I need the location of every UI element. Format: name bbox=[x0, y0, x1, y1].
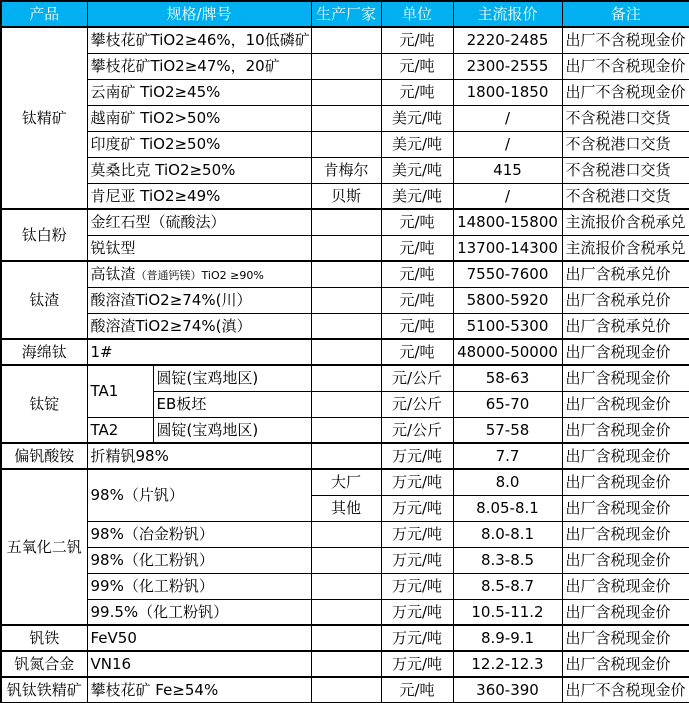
manufacturer-cell bbox=[311, 235, 381, 261]
spec-grade-cell: TA1 bbox=[87, 365, 153, 417]
unit-cell: 万元/吨 bbox=[381, 573, 453, 599]
unit-cell: 美元/吨 bbox=[381, 105, 453, 131]
note-cell: 出厂含税现金价 bbox=[562, 469, 689, 495]
manufacturer-cell bbox=[311, 287, 381, 313]
manufacturer-cell: 其他 bbox=[311, 495, 381, 521]
product-cell: 钛渣 bbox=[1, 261, 87, 339]
note-cell: 不含税港口交货 bbox=[562, 183, 689, 209]
unit-cell: 美元/吨 bbox=[381, 131, 453, 157]
spec-cell: 印度矿 TiO2≥50% bbox=[87, 131, 311, 157]
unit-cell: 万元/吨 bbox=[381, 625, 453, 651]
spec-cell: 1# bbox=[87, 339, 311, 365]
unit-cell: 元/吨 bbox=[381, 261, 453, 287]
note-cell: 出厂含税现金价 bbox=[562, 417, 689, 443]
unit-cell: 万元/吨 bbox=[381, 599, 453, 625]
price-cell: 7550-7600 bbox=[453, 261, 562, 287]
spec-cell: 莫桑比克 TiO2≥50% bbox=[87, 157, 311, 183]
unit-cell: 元/吨 bbox=[381, 313, 453, 339]
product-cell: 钛白粉 bbox=[1, 209, 87, 261]
manufacturer-cell bbox=[311, 547, 381, 573]
manufacturer-cell bbox=[311, 105, 381, 131]
unit-cell: 元/吨 bbox=[381, 677, 453, 703]
price-cell: 14800-15800 bbox=[453, 209, 562, 235]
manufacturer-cell bbox=[311, 27, 381, 53]
table-row bbox=[1, 417, 689, 443]
manufacturer-cell bbox=[311, 417, 381, 443]
table-row bbox=[1, 651, 689, 677]
header-manufacturer: 生产厂家 bbox=[311, 1, 381, 27]
price-cell: 5800-5920 bbox=[453, 287, 562, 313]
note-cell: 出厂含税现金价 bbox=[562, 599, 689, 625]
note-cell: 不含税港口交货 bbox=[562, 105, 689, 131]
manufacturer-cell bbox=[311, 53, 381, 79]
price-cell: 360-390 bbox=[453, 677, 562, 703]
header-row bbox=[1, 1, 689, 27]
table-row bbox=[1, 313, 689, 339]
spec-grade-cell: TA2 bbox=[87, 417, 153, 443]
price-cell: / bbox=[453, 131, 562, 157]
price-cell: 12.2-12.3 bbox=[453, 651, 562, 677]
unit-cell: 万元/吨 bbox=[381, 651, 453, 677]
price-cell: 58-63 bbox=[453, 365, 562, 391]
manufacturer-cell bbox=[311, 131, 381, 157]
table-row bbox=[1, 625, 689, 651]
manufacturer-cell bbox=[311, 313, 381, 339]
spec-cell: 折精钒98% bbox=[87, 443, 311, 469]
table-row bbox=[1, 365, 689, 391]
manufacturer-cell: 贝斯 bbox=[311, 183, 381, 209]
unit-cell: 美元/吨 bbox=[381, 157, 453, 183]
manufacturer-cell: 大厂 bbox=[311, 469, 381, 495]
table-body bbox=[1, 27, 689, 703]
unit-cell: 元/公斤 bbox=[381, 417, 453, 443]
header-note: 备注 bbox=[562, 1, 689, 27]
spec-cell: 99%（化工粉钒） bbox=[87, 573, 311, 599]
note-cell: 出厂含税承兑价 bbox=[562, 313, 689, 339]
note-cell: 出厂含税现金价 bbox=[562, 573, 689, 599]
table-row bbox=[1, 443, 689, 469]
table-row bbox=[1, 209, 689, 235]
table-row bbox=[1, 105, 689, 131]
unit-cell: 万元/吨 bbox=[381, 547, 453, 573]
spec-cell: 越南矿 TiO2>50% bbox=[87, 105, 311, 131]
spec-cell: 肯尼亚 TiO2≥49% bbox=[87, 183, 311, 209]
manufacturer-cell bbox=[311, 209, 381, 235]
unit-cell: 元/吨 bbox=[381, 27, 453, 53]
price-cell: 2220-2485 bbox=[453, 27, 562, 53]
spec-text-segment: （普通钙镁）TiO2 ≥90% bbox=[135, 269, 264, 282]
table-row bbox=[1, 521, 689, 547]
manufacturer-cell bbox=[311, 573, 381, 599]
price-cell: 415 bbox=[453, 157, 562, 183]
product-cell: 海绵钛 bbox=[1, 339, 87, 365]
price-cell: 13700-14300 bbox=[453, 235, 562, 261]
unit-cell: 万元/吨 bbox=[381, 469, 453, 495]
spec-cell: 98%（化工粉钒） bbox=[87, 547, 311, 573]
header-product: 产品 bbox=[1, 1, 87, 27]
unit-cell: 元/吨 bbox=[381, 287, 453, 313]
manufacturer-cell bbox=[311, 599, 381, 625]
note-cell: 出厂含税现金价 bbox=[562, 625, 689, 651]
manufacturer-cell bbox=[311, 521, 381, 547]
table-row bbox=[1, 599, 689, 625]
manufacturer-cell bbox=[311, 261, 381, 287]
table-row bbox=[1, 339, 689, 365]
manufacturer-cell bbox=[311, 651, 381, 677]
unit-cell: 万元/吨 bbox=[381, 443, 453, 469]
manufacturer-cell: 肯梅尔 bbox=[311, 157, 381, 183]
product-cell: 钛精矿 bbox=[1, 27, 87, 209]
spec-cell: VN16 bbox=[87, 651, 311, 677]
note-cell: 出厂不含税现金价 bbox=[562, 27, 689, 53]
manufacturer-cell bbox=[311, 365, 381, 391]
spec-cell: 酸溶渣TiO2≥74%(川） bbox=[87, 287, 311, 313]
unit-cell: 元/吨 bbox=[381, 53, 453, 79]
unit-cell: 万元/吨 bbox=[381, 521, 453, 547]
manufacturer-cell bbox=[311, 625, 381, 651]
price-cell: 8.9-9.1 bbox=[453, 625, 562, 651]
note-cell: 出厂含税现金价 bbox=[562, 547, 689, 573]
note-cell: 不含税港口交货 bbox=[562, 157, 689, 183]
note-cell: 出厂含税承兑价 bbox=[562, 287, 689, 313]
note-cell: 不含税港口交货 bbox=[562, 131, 689, 157]
price-cell: 57-58 bbox=[453, 417, 562, 443]
unit-cell: 元/公斤 bbox=[381, 365, 453, 391]
manufacturer-cell bbox=[311, 443, 381, 469]
price-cell: 48000-50000 bbox=[453, 339, 562, 365]
spec-cell: 攀枝花矿 Fe≥54% bbox=[87, 677, 311, 703]
spec-cell: 金红石型（硫酸法） bbox=[87, 209, 311, 235]
product-cell: 钒铁 bbox=[1, 625, 87, 651]
price-cell: 8.0 bbox=[453, 469, 562, 495]
manufacturer-cell bbox=[311, 391, 381, 417]
spec-cell: 酸溶渣TiO2≥74%(滇） bbox=[87, 313, 311, 339]
manufacturer-cell bbox=[311, 79, 381, 105]
table-row bbox=[1, 79, 689, 105]
manufacturer-cell bbox=[311, 677, 381, 703]
note-cell: 出厂含税现金价 bbox=[562, 651, 689, 677]
unit-cell: 元/吨 bbox=[381, 235, 453, 261]
spec-cell: 98%（片钒） bbox=[87, 469, 311, 521]
note-cell: 主流报价含税承兑 bbox=[562, 209, 689, 235]
spec-form-cell: 圆锭(宝鸡地区) bbox=[153, 365, 311, 391]
note-cell: 出厂含税现金价 bbox=[562, 391, 689, 417]
header-unit: 单位 bbox=[381, 1, 453, 27]
product-cell: 五氧化二钒 bbox=[1, 469, 87, 625]
note-cell: 出厂含税现金价 bbox=[562, 521, 689, 547]
unit-cell: 元/吨 bbox=[381, 79, 453, 105]
manufacturer-cell bbox=[311, 339, 381, 365]
price-cell: 8.5-8.7 bbox=[453, 573, 562, 599]
header-spec: 规格/牌号 bbox=[87, 1, 311, 27]
spec-text-segment: 高钛渣 bbox=[90, 265, 136, 283]
table-row bbox=[1, 235, 689, 261]
table-row bbox=[1, 183, 689, 209]
table-row bbox=[1, 677, 689, 703]
table-row bbox=[1, 547, 689, 573]
price-cell: 10.5-11.2 bbox=[453, 599, 562, 625]
product-cell: 钛锭 bbox=[1, 365, 87, 443]
spec-cell: 攀枝花矿TiO2≥46%，10低磷矿 bbox=[87, 27, 311, 53]
table-header-row bbox=[1, 1, 689, 27]
spec-cell: 99.5%（化工粉钒） bbox=[87, 599, 311, 625]
price-cell: / bbox=[453, 183, 562, 209]
spec-cell: FeV50 bbox=[87, 625, 311, 651]
price-cell: 2300-2555 bbox=[453, 53, 562, 79]
spec-cell: 98%（冶金粉钒） bbox=[87, 521, 311, 547]
price-cell: 7.7 bbox=[453, 443, 562, 469]
product-cell: 偏钒酸铵 bbox=[1, 443, 87, 469]
unit-cell: 万元/吨 bbox=[381, 495, 453, 521]
price-cell: 5100-5300 bbox=[453, 313, 562, 339]
spec-cell: 攀枝花矿TiO2≥47%，20矿 bbox=[87, 53, 311, 79]
spec-cell bbox=[87, 261, 311, 287]
note-cell: 出厂含税现金价 bbox=[562, 339, 689, 365]
note-cell: 出厂含税现金价 bbox=[562, 365, 689, 391]
product-cell: 钒钛铁精矿 bbox=[1, 677, 87, 703]
spec-form-cell: EB板坯 bbox=[153, 391, 311, 417]
table-row bbox=[1, 469, 689, 495]
table-row bbox=[1, 157, 689, 183]
product-cell: 钒氮合金 bbox=[1, 651, 87, 677]
spec-form-cell: 圆锭(宝鸡地区) bbox=[153, 417, 311, 443]
price-cell: 65-70 bbox=[453, 391, 562, 417]
note-cell: 出厂不含税现金价 bbox=[562, 677, 689, 703]
table-row bbox=[1, 261, 689, 287]
unit-cell: 元/吨 bbox=[381, 339, 453, 365]
unit-cell: 美元/吨 bbox=[381, 183, 453, 209]
note-cell: 出厂不含税现金价 bbox=[562, 53, 689, 79]
table-row bbox=[1, 131, 689, 157]
price-cell: 1800-1850 bbox=[453, 79, 562, 105]
note-cell: 出厂含税现金价 bbox=[562, 443, 689, 469]
note-cell: 主流报价含税承兑 bbox=[562, 235, 689, 261]
note-cell: 出厂含税现金价 bbox=[562, 495, 689, 521]
price-cell: 8.3-8.5 bbox=[453, 547, 562, 573]
table-row bbox=[1, 573, 689, 599]
table-row bbox=[1, 53, 689, 79]
note-cell: 出厂不含税现金价 bbox=[562, 79, 689, 105]
table-row bbox=[1, 27, 689, 53]
header-price: 主流报价 bbox=[453, 1, 562, 27]
price-cell: / bbox=[453, 105, 562, 131]
price-cell: 8.0-8.1 bbox=[453, 521, 562, 547]
spec-cell: 云南矿 TiO2≥45% bbox=[87, 79, 311, 105]
spec-cell: 锐钛型 bbox=[87, 235, 311, 261]
price-cell: 8.05-8.1 bbox=[453, 495, 562, 521]
unit-cell: 元/公斤 bbox=[381, 391, 453, 417]
note-cell: 出厂含税承兑价 bbox=[562, 261, 689, 287]
unit-cell: 元/吨 bbox=[381, 209, 453, 235]
table-row bbox=[1, 287, 689, 313]
